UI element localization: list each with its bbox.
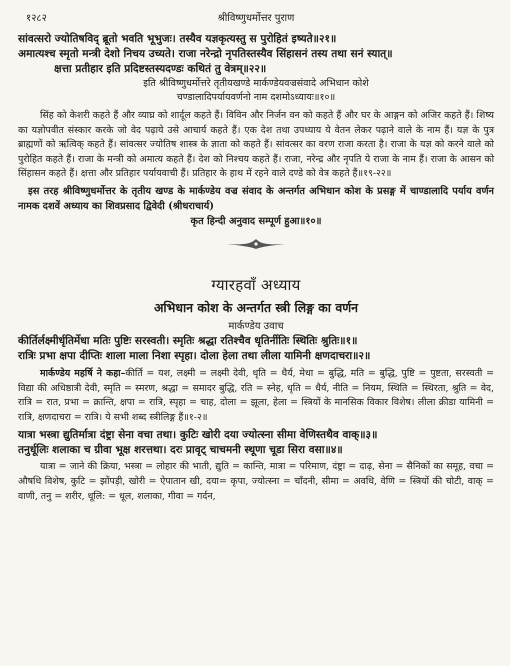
commentary-mid-text: कीर्ति = यश, लक्ष्मी = लक्ष्मी देवी, धृति = धैर्य, मेधा = बुद्धि, मति = बुद्धि, पुष्टि = पुष्टता, सरस्वती = विद्या की अधिष्ठात्री देवी, स्मृति = स्मरण, श्रद्धा = समादर बुद्धि, रति = स्नेह, धृति = धैर्य, नीति = नियम, स्थिति = स्थिरता, श्रुति = वेद, रात्रि = रात, प्रभा = क्रान्ति, क्षपा = रात्रि, स्पृहा = चाह, दोला = झूला, हेला = स्त्रियों के मानसिक विकार विशेष। लीला क्रीडा यामिनी = रात्रि, क्षणदाचरा = रात्रि। ये सभी शब्द स्त्रीलिङ्ग हैं॥१-२॥ [18,367,494,423]
verse-22a: अमात्यश्च स्मृतो मन्त्री देशो निचय उच्यते। राजा नरेन्द्रो नृपतिस्तस्यैव सिंहासनं तस्य तथा सनं स्यात्॥ [18,48,393,60]
ornament-divider [18,237,494,251]
verse-21: सांवत्सरो ज्योतिषविद् ब्रूतो भवति भूभुजः। तस्यैव यज्ञकृत्यस्तु स पुरोहितं इष्यते॥२१॥ [18,33,337,45]
commentary-bottom: यात्रा = जाने की क्रिया, भस्त्रा = लोहार की भाती, द्युति = कान्ति, मात्रा = परिमाण, दंष्ट्रा = दाढ़, सेना = सैनिकों का समूह, वचा = औषधि विशेष, कुटि = झोंपड़ी, खोरी = ऐपातान खी, दया= कृपा, ज्योत्स्ना = चाँदनी, सीमा = अवधि, वेणि = स्त्रियों की चोटी, वाक् = वाणी, तनु = शरीर, धूलि: = धूल, शलाका, गीवा = गर्दन, [18,461,494,502]
commentary-mid [18,367,494,425]
ornament-icon [221,237,291,251]
page [18,8,494,504]
verse-4: तनुर्धूलिः शलाका च ग्रीवा भूक्ष शरत्तथा। दरः प्रावृट् चाचमनी स्थूणा चूडा सिरा वसा॥४॥ [18,444,343,457]
verse-22b: क्षत्ता प्रतीहार इति प्रदिष्टस्तस्यदण्डः कथितं तु वेत्रम्॥२२॥ [54,63,267,75]
chapter-title: ग्यारहवाँ अध्याय [211,275,301,294]
page-header [18,8,494,26]
chapter-summary: इस तरह श्रीविष्णुधर्मोत्तर के तृतीय खण्ड के मार्कण्डेय वज्र संवाद के अन्तर्गत अभिधान कोश के प्रसङ्ग में चाण्डालादि पर्याय वर्णन नामक दशवें अध्याय का शिवप्रसाद द्विवेदी (श्रीधराचार्य) [18,185,494,212]
verse-2: रात्रिः प्रभा क्षपा दीप्तिः शाला माला निशा स्पृहा। दोला हेला तथा लीला यामिनी क्षणदाचरा॥२॥ [18,349,371,362]
speaker-line: मार्कण्डेय उवाच [228,320,284,332]
commentary-lead: मार्कण्डेय महर्षि ने कहा– [40,367,126,379]
chapter-summary-end: कृत हिन्दी अनुवाद सम्पूर्ण हुआ॥१०॥ [190,215,322,227]
verse-1: कीर्तिर्लक्ष्मीर्धृतिर्मेधा मतिः पुष्टिः सरस्वती। स्मृतिः श्रद्धा रतिश्चैव धृतिर्नीतिः स्थितिः श्रुतिः॥१॥ [18,334,358,347]
commentary-top: सिंह को केशरी कहते हैं और व्याघ्र को शार्दूल कहते हैं। विविन और निर्जन वन को कहते हैं और घर के आङ्गन को अजिर कहते हैं। शिष्य का यज्ञोपवीत संस्कार करके जो वेद पढ़ाये उसे आचार्य कहते हैं। एक देश तथा उपध्याय ये वेतन लेकर पढ़ाने वाले के नाम हैं। यज्ञ के पुत्र ब्राह्मणों को ऋत्विक् कहते हैं। सांवत्सर ज्योतिष शास्त्र के ज्ञाता को कहते हैं। सांवत्सर का वरण राजा करता है। राजा के यज्ञ को करने वाले को पुरोहित कहते हैं। राजा के मन्त्री को अमात्य कहते हैं। देश को निश्चय कहते हैं। राजा, नरेन्द्र और नृपति ये राजा के नाम हैं। राजा के आसन को सिंहासन कहते हैं। क्षत्ता और प्रतिहार पर्यायवाची हैं। प्रतिहार के हाथ में रहने वाले दण्डे को वेत्र कहते हैं॥१९-२२॥ [18,110,494,180]
section-title: अभिधान कोश के अन्तर्गत स्त्री लिङ्ग का वर्णन [153,299,359,315]
verse-3: यात्रा भस्त्रा द्युतिर्मात्रा दंष्ट्रा सेना वचा तथा। कुटिः खोरी दया ज्योत्स्ना सीमा वेणिस्तथैव वाक्॥३॥ [18,429,378,442]
colophon-line-1: इति श्रीविष्णुधर्मोत्तरे तृतीयखण्डे मार्कण्डेयवज्रसंवादे अभिधान कोशे [143,78,369,89]
colophon-line-2: चण्डालादिपर्यायवर्णनो नाम दशमोऽध्यायः॥१०॥ [176,92,336,103]
page-number: १२८२ [26,13,47,24]
running-title: श्रीविष्णुधर्मोत्तर पुराण [217,13,295,24]
